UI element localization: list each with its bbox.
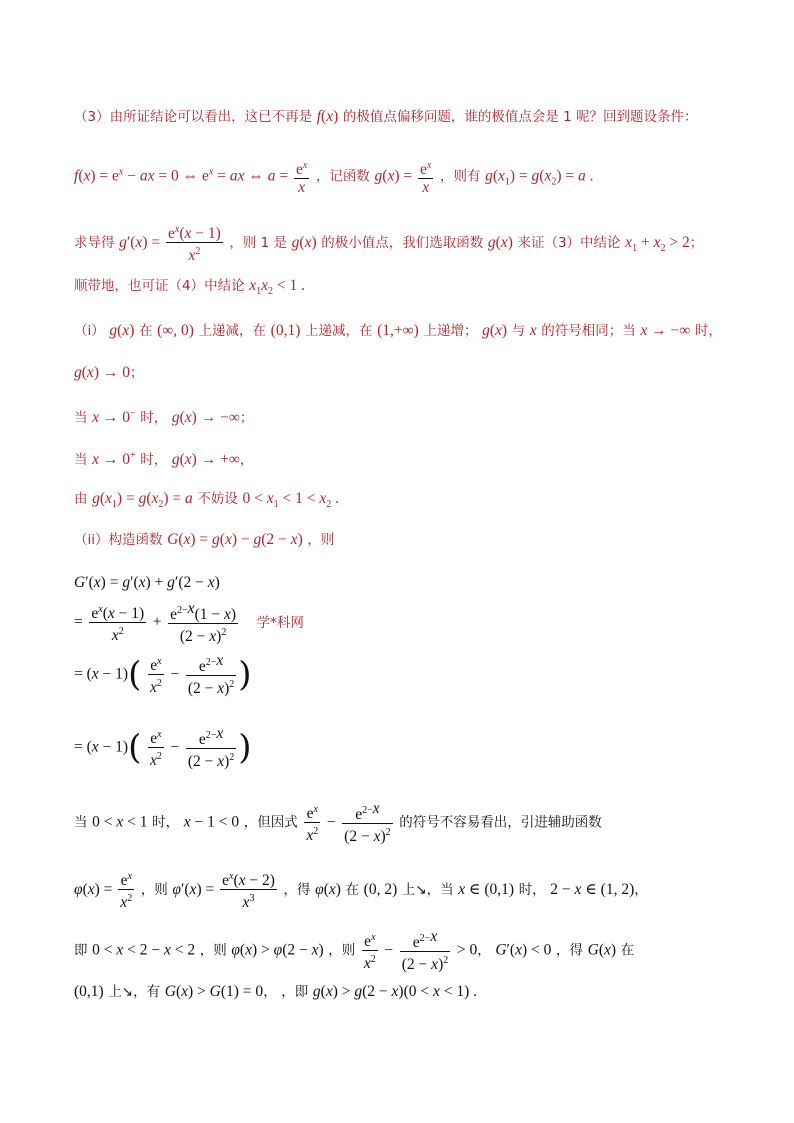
paragraph-definition: $f(x) = e^x$ − ax = 0 ⇔ $e^x$ = ax ⇔ a = $\frac{e^x}{x}$ ，记函数 g(x) = $\frac{e^x}{x}$ ，则有 $g(x_1) = g(x_2) = a$ . [74,157,594,196]
derivation-line-2: = $\frac{e^x(x - 1)}{x^2}$ + $\frac{e^{2-x}(1 - x)}{(2 - x)^2}$ 学*科网 [74,600,304,645]
paragraph-intro: （3）由所证结论可以看出，这已不再是 f(x) 的极值点偏移问题，谁的极值点会是 1 呢？回到题设条件： [74,108,698,125]
watermark-text: 学*科网 [256,614,304,631]
paragraph-conclusion: (0,1) 上↘，有 G(x) > G(1) = 0， ，即 g(x) > g(2 − x)(0 < x < 1) . [74,983,478,1000]
derivation-line-3: = (x − 1)( $\frac{e^x}{x^2}$ − $\frac{e^{2-x}}{(2 - x)^2}$ ) [74,652,252,697]
derivation-line-1: G′(x) = g′(x) + g′(2 − x) [74,574,220,591]
limit-zero-minus: 当 x → 0− 时， g(x) → −∞； [74,408,254,426]
paragraph-aux-function: φ(x) = $\frac{e^x}{x^2}$ ，则 φ′(x) = $\frac{e^x(x - 2)}{x^3}$ ，得 φ(x) 在 (0, 2) 上↘，当 x ∈ (0,1) 时， 2 − x ∈ (1, 2)， [74,868,648,912]
assumption-line: 由 $g(x_1) = g(x_2) = a$ 不妨设 $0 < x_1 < 1 < x_2$ . [74,490,340,510]
paragraph-sign-analysis: 当 0 < x < 1 时， x − 1 < 0 ，但因式 $\frac{e^x}{x^2}$ − $\frac{e^{2-x}}{(2 - x)^2}$ 的符号不容易看出，引进辅助函数 [74,800,602,845]
paragraph-step-ii: （ii）构造函数 G(x) = g(x) − g(2 − x) ，则 [74,531,335,548]
limit-neg-infinity: g(x) → 0； [74,364,144,381]
limit-zero-plus: 当 x → 0+ 时， g(x) → +∞， [74,450,254,468]
paragraph-also: 顺带地，也可证（4）中结论 $x_1x_2 < 1$ . [74,277,305,297]
derivation-line-4: = (x − 1)( $\frac{e^x}{x^2}$ − $\frac{e^{2-x}}{(2 - x)^2}$ ) [74,725,252,770]
paragraph-derivative: 求导得 g′(x) = $\frac{e^x(x - 1)}{x^2}$ ，则 1 是 g(x) 的极小值点，我们选取函数 g(x) 来证（3）中结论 $x_1 + x_2 > 2$； [74,221,703,265]
paragraph-inequality: 即 0 < x < 2 − x < 2 ，则 φ(x) > φ(2 − x) ，则 $\frac{e^x}{x^2}$ − $\frac{e^{2-x}}{(2 - x)^2}$ > 0， G′(x) < 0 ，得 G(x) 在 [74,928,635,973]
paragraph-step-i: （i） g(x) 在 (∞, 0) 上递减，在 (0,1) 上递减，在 (1,+∞) 上递增； g(x) 与 x 的符号相同；当 x → −∞ 时， [74,322,722,339]
